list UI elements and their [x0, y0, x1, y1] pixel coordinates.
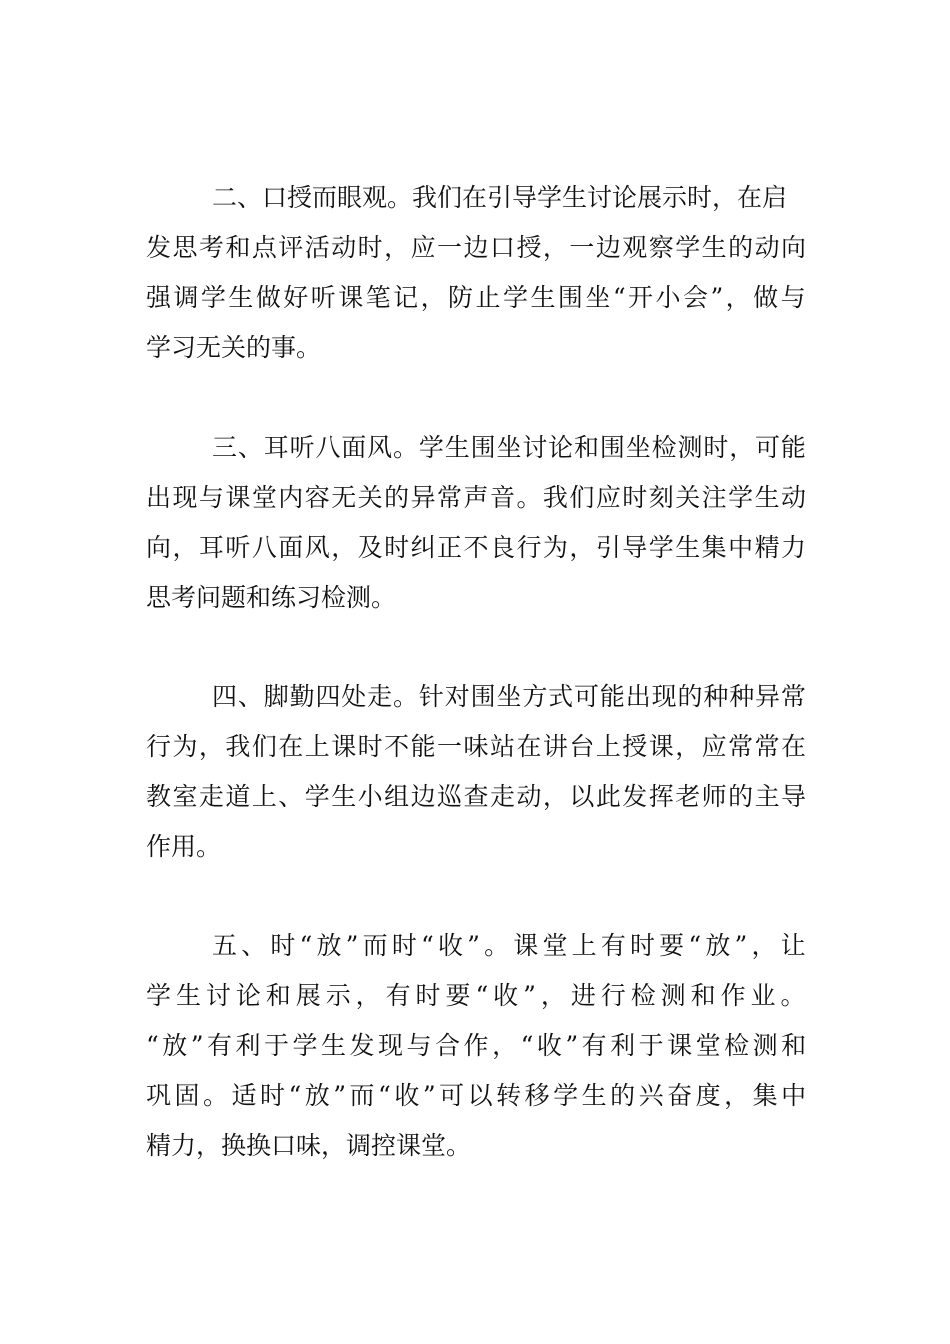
paragraph-line: 作用。: [146, 832, 222, 861]
paragraph-line: 五、时“放”而时“收”。课堂上有时要“放”，让: [212, 931, 810, 960]
paragraph-line: “放”有利于学生发现与合作，“收”有利于课堂检测和: [146, 1031, 810, 1060]
paragraph-line: 行为，我们在上课时不能一味站在讲台上授课，应常常在: [146, 732, 808, 761]
paragraph-line: 出现与课堂内容无关的异常声音。我们应时刻关注学生动: [146, 483, 808, 512]
paragraph-line: 四、脚勤四处走。针对围坐方式可能出现的种种异常: [212, 682, 807, 711]
paragraph-line: 三、耳听八面风。学生围坐讨论和围坐检测时，可能: [212, 433, 807, 462]
paragraph-line: 精力，换换口味，调控课堂。: [146, 1131, 472, 1160]
paragraph-line: 巩固。适时“放”而“收”可以转移学生的兴奋度，集中: [146, 1081, 810, 1110]
paragraph-line: 发思考和点评活动时，应一边口授，一边观察学生的动向: [146, 233, 808, 262]
paragraph-line: 学习无关的事。: [146, 333, 322, 362]
paragraph-line: 向，耳听八面风，及时纠正不良行为，引导学生集中精力: [146, 533, 808, 562]
paragraph-line: 学生讨论和展示，有时要“收”，进行检测和作业。: [146, 981, 811, 1010]
paragraph-line: 二、口授而眼观。我们在引导学生讨论展示时，在启: [212, 183, 788, 212]
paragraph-line: 思考问题和练习检测。: [146, 583, 397, 612]
paragraph-line: 强调学生做好听课笔记，防止学生围坐“开小会”，做与: [146, 283, 809, 312]
paragraph-line: 教室走道上、学生小组边巡查走动，以此发挥老师的主导: [146, 782, 808, 811]
